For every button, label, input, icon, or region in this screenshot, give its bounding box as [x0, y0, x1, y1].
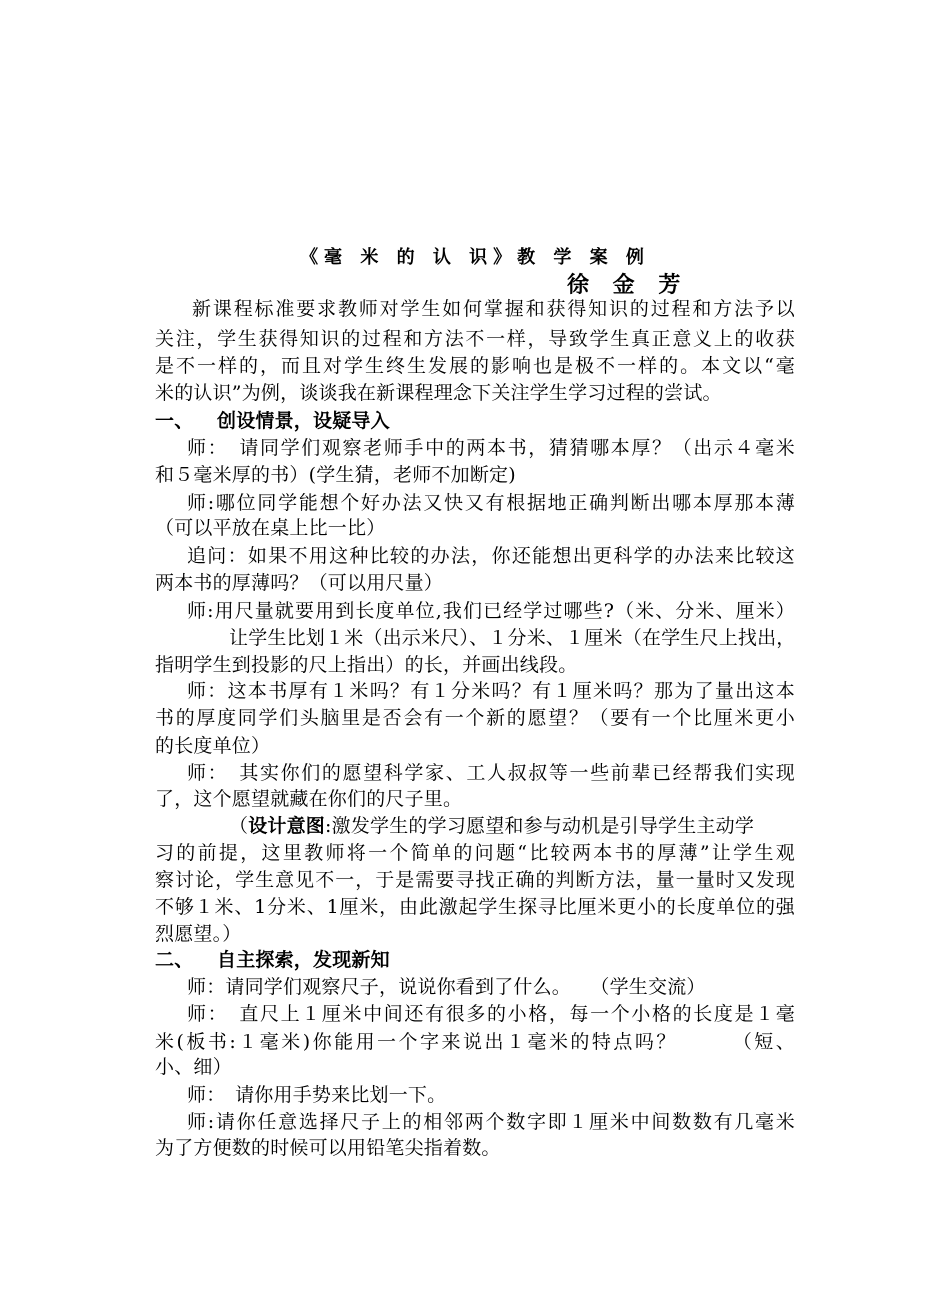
paragraph-line: 米(板书:１毫米)你能用一个字来说出１毫米的特点吗？ （短、: [155, 1031, 795, 1053]
paragraph-line: 师： 请同学们观察老师手中的两本书，猜猜哪本厚？（出示４毫米: [187, 437, 795, 459]
design-intent-line: 察讨论，学生意见不一，于是需要寻找正确的判断方法，量一量时又发现: [155, 869, 795, 891]
paragraph-line: 追问：如果不用这种比较的办法，你还能想出更科学的办法来比较这: [187, 545, 795, 567]
paragraph-line: 指明学生到投影的尺上指出）的长，并画出线段。: [155, 654, 578, 676]
paragraph-line: 师:哪位同学能想个好办法又快又有根据地正确判断出哪本厚那本薄: [187, 492, 795, 514]
paragraph-line: 了，这个愿望就藏在你们的尺子里。: [155, 788, 463, 810]
section-number: 二、: [155, 949, 194, 971]
paragraph-line: 师:请你任意选择尺子上的相邻两个数字即１厘米中间数数有几毫米: [187, 1111, 795, 1133]
paragraph-line: 让学生比划１米（出示米尺）、１分米、１厘米（在学生尺上找出，: [229, 627, 796, 649]
paragraph-line: 师：请同学们观察尺子，说说你看到了什么。 （学生交流）: [187, 976, 706, 998]
section-number: 一、: [155, 410, 194, 432]
paragraph-line: 小、细）: [155, 1056, 232, 1078]
paragraph-line: 书的厚度同学们头脑里是否会有一个新的愿望？（要有一个比厘米更小: [155, 707, 795, 729]
design-intent-line: [229, 813, 795, 839]
paragraph-line: 两本书的厚薄吗？（可以用尺量）: [155, 572, 444, 594]
intro-line: 新课程标准要求教师对学生如何掌握和获得知识的过程和方法予以: [192, 298, 795, 320]
paragraph-line: 和５毫米厚的书）(学生猜，老师不加断定): [155, 464, 516, 486]
intro-line: 关注，学生获得知识的过程和方法不一样，导致学生真正意义上的收获: [155, 328, 795, 350]
paragraph-line: （可以平放在桌上比一比）: [155, 517, 386, 539]
paragraph-line: 为了方便数的时候可以用铅笔尖指着数。: [155, 1137, 501, 1159]
section-heading: [155, 947, 795, 973]
paragraph-line: 师:用尺量就要用到长度单位,我们已经学过哪些?（米、分米、厘米）: [187, 600, 795, 622]
intro-line: 米的认识”为例，谈谈我在新课程理念下关注学生学习过程的尝试。: [155, 382, 722, 404]
paragraph-line: 师： 请你用手势来比划一下。: [187, 1084, 447, 1106]
paragraph-line: 师： 其实你们的愿望科学家、工人叔叔等一些前辈已经帮我们实现: [187, 762, 795, 784]
section-heading: [155, 408, 795, 434]
section-title: 创设情景，设疑导入: [217, 410, 390, 432]
design-intent-line: 习的前提，这里教师将一个简单的问题“比较两本书的厚薄”让学生观: [155, 842, 795, 864]
author-name: 徐 金 芳: [567, 273, 689, 298]
design-intent-text: :激发学生的学习愿望和参与动机是引导学生主动学: [325, 815, 755, 837]
design-intent-label: 设计意图: [248, 815, 326, 837]
paragraph-line: 的长度单位）: [155, 735, 271, 757]
design-open-paren: （: [229, 815, 249, 837]
page-title: 《毫 米 的 认 识》教 学 案 例: [300, 247, 650, 268]
paragraph-line: 师： 直尺上１厘米中间还有很多的小格，每一个小格的长度是１毫: [187, 1003, 795, 1025]
paragraph-line: 师：这本书厚有１米吗？有１分米吗？有１厘米吗？那为了量出这本: [187, 680, 795, 702]
section-title: 自主探索，发现新知: [217, 949, 390, 971]
intro-line: 是不一样的，而且对学生终生发展的影响也是极不一样的。本文以“毫: [155, 355, 795, 377]
design-intent-line: 不够１米、1分米、1厘米，由此激起学生探寻比厘米更小的长度单位的强: [155, 896, 795, 918]
design-intent-line: 烈愿望。）: [155, 923, 242, 945]
